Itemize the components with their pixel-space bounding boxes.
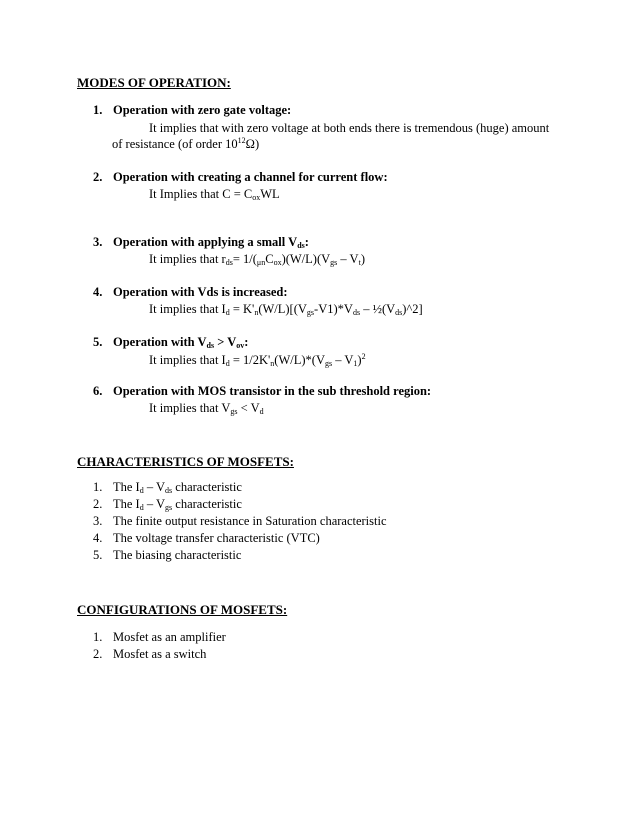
- characteristic-1-d: ds: [165, 486, 173, 495]
- mode-1-number: 1.: [93, 103, 103, 117]
- mode-2-title: [93, 170, 388, 185]
- mode-5-desc-f: gs: [324, 359, 333, 368]
- mode-6-desc-a: It implies that V: [149, 401, 231, 415]
- configurations-heading: CONFIGURATIONS OF MOSFETS:: [77, 602, 288, 617]
- mode-4-desc-h: ds: [352, 308, 361, 317]
- characteristic-5-number: 5.: [93, 548, 103, 562]
- mode-5-title-d: ov: [236, 341, 245, 350]
- mode-5-desc-a: It implies that I: [149, 353, 226, 367]
- characteristic-1-a: The I: [113, 480, 140, 494]
- characteristic-4-number: 4.: [93, 531, 103, 545]
- mode-6-number: 6.: [93, 384, 103, 398]
- characteristic-2-d: gs: [165, 503, 173, 512]
- characteristic-2-number: 2.: [93, 497, 103, 511]
- characteristic-item-5: [93, 548, 241, 563]
- mode-5-desc-c: = 1/2K': [229, 353, 271, 367]
- mode-5-desc-j: 2: [361, 352, 366, 361]
- mode-4-desc-g: -V1)*V: [314, 302, 353, 316]
- characteristic-1-e: characteristic: [172, 480, 242, 494]
- mode-1-title: [93, 103, 291, 118]
- characteristic-item-2: [93, 497, 242, 512]
- characteristic-item-1: [93, 480, 242, 495]
- mode-3-desc-e: C: [265, 252, 274, 266]
- mode-5-number: 5.: [93, 335, 103, 349]
- mode-3-desc-i: – V: [337, 252, 359, 266]
- configuration-1-number: 1.: [93, 630, 103, 644]
- mode-3-desc-k: ): [360, 252, 365, 266]
- mode-1-exponent: 12: [237, 136, 246, 145]
- mode-6-desc-b: gs: [230, 407, 238, 416]
- mode-3-number: 3.: [93, 235, 103, 249]
- characteristic-5-text: The biasing characteristic: [113, 548, 242, 562]
- mode-1-desc-line2: [112, 136, 259, 152]
- mode-5-title: [93, 335, 248, 350]
- mode-5-desc-d: n: [270, 359, 275, 368]
- mode-5-desc-e: (W/L)*(V: [274, 353, 325, 367]
- mode-4-desc-c: = K': [229, 302, 255, 316]
- mode-5-desc-b: d: [225, 359, 230, 368]
- characteristic-3-text: The finite output resistance in Saturation characteristic: [113, 514, 387, 528]
- mode-5-title-a: Operation with V: [113, 335, 207, 349]
- configuration-2-number: 2.: [93, 647, 103, 661]
- mode-5-desc-h: 1: [353, 359, 358, 368]
- mode-4-desc-k: )^2]: [402, 302, 423, 316]
- mode-4-desc-i: – ½(V: [360, 302, 396, 316]
- characteristic-3-number: 3.: [93, 514, 103, 528]
- mode-3-desc-g: )(W/L)(V: [281, 252, 331, 266]
- configuration-item-2: [93, 647, 206, 662]
- characteristic-2-e: characteristic: [172, 497, 242, 511]
- mode-5-desc-g: – V: [332, 353, 354, 367]
- mode-3-desc-b: ds: [225, 258, 233, 267]
- mode-4-title: [93, 285, 288, 300]
- mode-2-sub: ox: [252, 193, 261, 202]
- mode-4-number: 4.: [93, 285, 103, 299]
- characteristic-2-b: d: [139, 503, 144, 512]
- characteristic-4-text: The voltage transfer characteristic (VTC): [113, 531, 320, 545]
- mode-6-title: [93, 384, 431, 399]
- configuration-2-text: Mosfet as a switch: [113, 647, 207, 661]
- mode-3-desc-h: gs: [330, 258, 338, 267]
- characteristic-1-c: – V: [143, 480, 166, 494]
- mode-1-desc-unit: Ω): [245, 137, 260, 151]
- characteristic-1-b: d: [139, 486, 144, 495]
- mode-5-desc: [149, 352, 366, 368]
- mode-2-number: 2.: [93, 170, 103, 184]
- characteristic-item-3: [93, 514, 387, 529]
- mode-3-desc: [149, 252, 365, 267]
- mode-5-desc-i: ): [357, 353, 362, 367]
- characteristic-2-a: The I: [113, 497, 140, 511]
- mode-3-desc-a: It implies that r: [149, 252, 226, 266]
- mode-4-desc-b: d: [225, 308, 230, 317]
- configuration-item-1: [93, 630, 226, 645]
- mode-1-title-text: Operation with zero gate voltage:: [113, 103, 292, 117]
- mode-4-desc-e: (W/L)[(V: [258, 302, 307, 316]
- mode-6-desc-d: d: [259, 407, 264, 416]
- modes-heading: MODES OF OPERATION:: [77, 75, 231, 90]
- mode-5-title-c: > V: [214, 335, 237, 349]
- configuration-1-text: Mosfet as an amplifier: [113, 630, 226, 644]
- mode-3-desc-j: t: [358, 258, 361, 267]
- mode-4-desc-a: It implies that I: [149, 302, 226, 316]
- mode-6-desc-c: < V: [237, 401, 260, 415]
- mode-5-title-b: ds: [206, 341, 215, 350]
- mode-4-desc-d: n: [254, 308, 259, 317]
- mode-4-desc: [149, 302, 423, 317]
- characteristic-2-c: – V: [143, 497, 166, 511]
- characteristic-item-4: [93, 531, 320, 546]
- mode-6-desc: [149, 401, 264, 416]
- mode-3-title-sub: ds: [297, 241, 305, 250]
- mode-2-desc-text: It Implies that C = C: [149, 187, 253, 201]
- mode-1-desc-line1: It implies that with zero voltage at both ends there is tremendous (huge) amount: [149, 121, 550, 135]
- mode-2-desc: [149, 187, 280, 202]
- mode-5-title-e: :: [244, 335, 249, 349]
- mode-2-title-text: Operation with creating a channel for current flow:: [113, 170, 388, 184]
- mode-3-desc-c: = 1/(: [232, 252, 257, 266]
- characteristic-1-number: 1.: [93, 480, 103, 494]
- mode-4-desc-j: ds: [395, 308, 403, 317]
- mode-3-title: [93, 235, 309, 250]
- mode-1-desc-text: of resistance (of order 10: [112, 137, 238, 151]
- mode-4-desc-f: gs: [306, 308, 315, 317]
- mode-2-desc-end: WL: [260, 187, 280, 201]
- mode-3-desc-d: μn: [256, 258, 266, 267]
- mode-3-title-text: Operation with applying a small V: [113, 235, 298, 249]
- mode-3-desc-f: ox: [273, 258, 282, 267]
- characteristics-heading: CHARACTERISTICS OF MOSFETS:: [77, 454, 294, 469]
- mode-4-title-text: Operation with Vds is increased:: [113, 285, 288, 299]
- mode-6-title-text: Operation with MOS transistor in the sub threshold region:: [113, 384, 432, 398]
- mode-3-title-colon: :: [304, 235, 309, 249]
